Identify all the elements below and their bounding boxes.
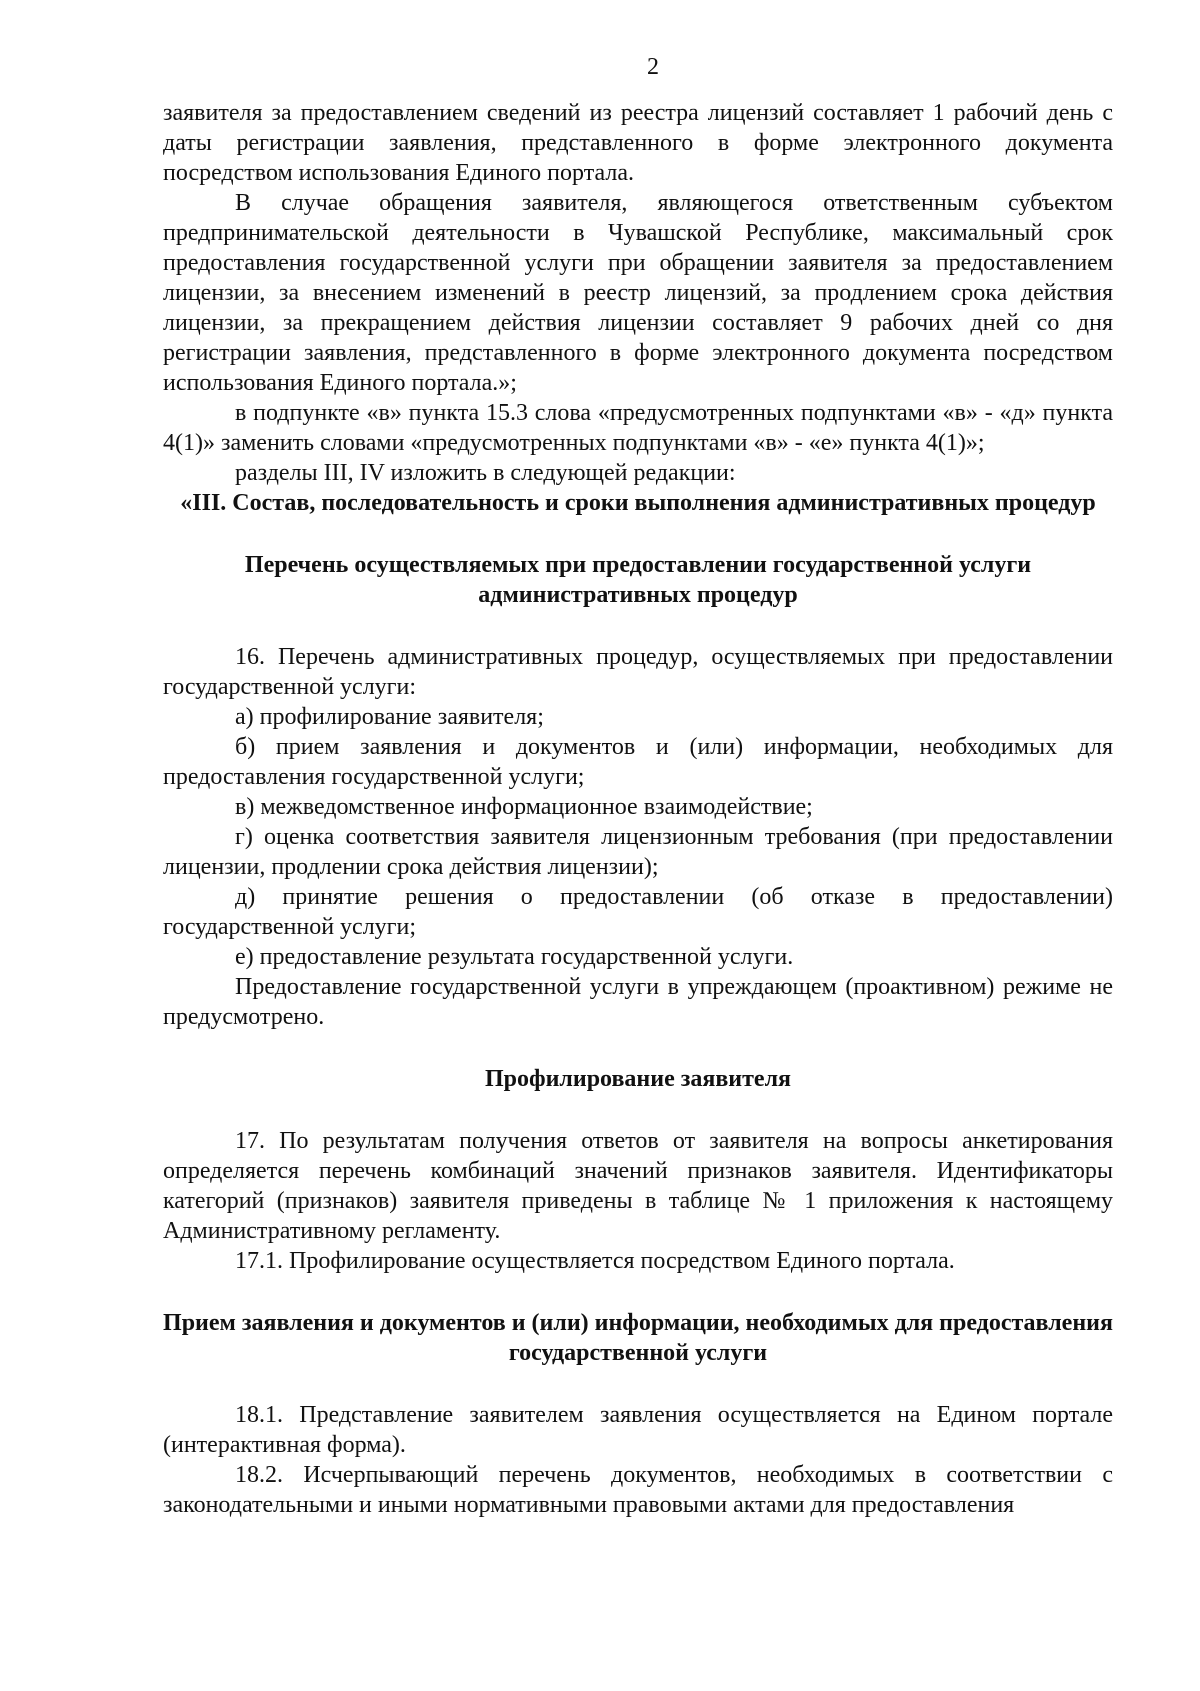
paragraph-17: 17. По результатам получения ответов от заявителя на вопросы анкетирования определяется перечень комбинаций значений признаков заявителя. Идентификаторы категорий (признаков) заявителя приведены в таблице № 1 приложения к настоящему Административному регламенту. [163,1128,1113,1244]
paragraph-subpoint-15-3: в подпункте «в» пункта 15.3 слова «предусмотренных подпунктами «в» - «д» пункта 4(1)» заменить словами «предусмотренных подпунктами «в» - «е» пункта 4(1)»; [163,400,1113,456]
paragraph-proactive-mode: Предоставление государственной услуги в упреждающем (проактивном) режиме не предусмотрено. [163,974,1113,1030]
list-item-v: в) межведомственное информационное взаимодействие; [235,794,813,820]
paragraph-18-1: 18.1. Представление заявителем заявления осуществляется на Едином портале (интерактивная форма). [163,1402,1113,1458]
paragraph-sections-iii-iv: разделы III, IV изложить в следующей редакции: [235,460,736,486]
subheading-profiling: Профилирование заявителя [484,1066,792,1092]
paragraph-deadline-registry: заявителя за предоставлением сведений из реестра лицензий составляет 1 рабочий день с даты регистрации заявления, представленного в форме электронного документа посредством использования Единого портала. [163,100,1113,186]
section-heading-iii: «III. Состав, последовательность и сроки выполнения административных процедур [180,490,1096,516]
page-number: 2 [647,54,659,80]
document-page [163,52,1113,1520]
paragraph-16: 16. Перечень административных процедур, осуществляемых при предоставлении государственной услуги: [163,644,1113,700]
subheading-procedures-list: Перечень осуществляемых при предоставлении государственной услуги административных процедур [244,552,1032,608]
paragraph-chuvash-republic: В случае обращения заявителя, являющегося ответственным субъектом предпринимательской деятельности в Чувашской Республике, максимальный срок предоставления государственной услуги при обращении заявителя за предоставлением лицензии, за внесением изменений в реестр лицензий, за продлением срока действия лицензии, за прекращением действия лицензии составляет 9 рабочих дней со дня регистрации заявления, представленного в форме электронного документа посредством использования Единого портала.»; [163,190,1113,396]
list-item-e: е) предоставление результата государственной услуги. [235,944,794,970]
subheading-application-acceptance: Прием заявления и документов и (или) информации, необходимых для предоставления государственной услуги [163,1310,1113,1366]
list-item-d: д) принятие решения о предоставлении (об отказе в предоставлении) государственной услуги; [163,884,1113,940]
paragraph-17-1: 17.1. Профилирование осуществляется посредством Единого портала. [235,1248,955,1274]
list-item-g: г) оценка соответствия заявителя лицензионным требования (при предоставлении лицензии, продлении срока действия лицензии); [163,824,1113,880]
list-item-b: б) прием заявления и документов и (или) информации, необходимых для предоставления государственной услуги; [163,734,1113,790]
paragraph-18-2: 18.2. Исчерпывающий перечень документов, необходимых в соответствии с законодательными и иными нормативными правовыми актами для предоставления [163,1462,1113,1518]
list-item-a: а) профилирование заявителя; [235,704,544,730]
